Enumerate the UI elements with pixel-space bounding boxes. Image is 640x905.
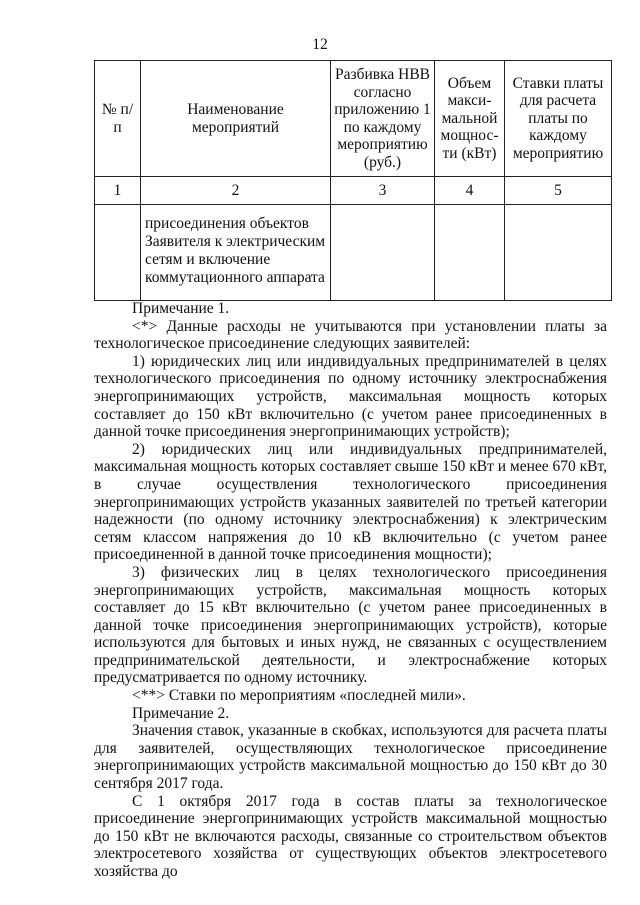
- table-row: [95, 205, 612, 301]
- header-name: Наименование мероприятий: [141, 61, 331, 177]
- note2-text: Значения ставок, указанные в скобках, используются для расчета платы для заявителей, осуществляющих технологическое присоединение энергопринимающих устройств максимальной мощностью до 150 кВт до 30 сентября 2017 года.: [94, 722, 607, 793]
- table-header-row: [95, 61, 612, 177]
- column-number-row: [95, 177, 612, 205]
- column-number: 3: [331, 177, 435, 205]
- notes-section: [94, 300, 607, 881]
- tariff-table: [94, 60, 612, 301]
- page-number: 12: [312, 36, 328, 53]
- row-number-cell: [95, 205, 141, 301]
- note1-item-3: 3) физических лиц в целях технологического присоединения энергопринимающих устройств, максимальная мощность которых составляет до 15 кВт включительно (с учетом ранее присоединенных в данной точке присоединения энергопринимающих устройств), которые используются для бытовых и иных нужд, не связанных с осуществлением предпринимательской деятельности, и электроснабжение которых предусматривается по одному источнику.: [94, 563, 607, 687]
- note1-item-2: 2) юридических лиц или индивидуальных предпринимателей, максимальная мощность которых составляет свыше 150 кВт и менее 670 кВт, в случае осуществления технологического присоединения энергопринимающих устройств указанных заявителей по третьей категории надежности (по одному источнику электроснабжения) к электрическим сетям классом напряжения до 10 кВ включительно (с учетом ранее присоединенной в данной точке присоединения мощности);: [94, 440, 607, 564]
- column-number: 1: [95, 177, 141, 205]
- header-capacity: Объем макси-мальной мощнос-ти (кВт): [435, 61, 505, 177]
- column-number: 5: [505, 177, 612, 205]
- row-rate-cell: [505, 205, 612, 301]
- double-star-note: <**> Ставки по мероприятиям «последней мили».: [132, 687, 466, 705]
- note1-title: Примечание 1.: [132, 300, 230, 317]
- row-name-cell: присоединения объектов Заявителя к электрическим сетям и включение коммутационного аппарата: [141, 205, 331, 301]
- last-paragraph: С 1 октября 2017 года в состав платы за технологическое присоединение энергопринимающих устройств максимальной мощностью до 150 кВт не включаются расходы, связанные со строительством объектов электросетевого хозяйства от существующих объектов электросетевого хозяйства до: [94, 792, 607, 880]
- row-breakdown-cell: [331, 205, 435, 301]
- column-number: 4: [435, 177, 505, 205]
- header-breakdown: Разбивка НВВ согласно приложению 1 по каждому мероприятию (руб.): [331, 61, 435, 177]
- note1-item-1: 1) юридических лиц или индивидуальных предпринимателей в целях технологического присоединения по одному источнику электроснабжения энергопринимающих устройств, максимальная мощность которых составляет до 150 кВт включительно (с учетом ранее присоединенных в данной точке присоединения энергопринимающих устройств);: [94, 352, 607, 441]
- note2-title: Примечание 2.: [132, 704, 230, 722]
- header-number: № п/п: [95, 61, 141, 177]
- column-number: 2: [141, 177, 331, 205]
- row-capacity-cell: [435, 205, 505, 301]
- header-rate: Ставки платы для расчета платы по каждому мероприятию: [505, 61, 612, 177]
- note1-intro: <*> Данные расходы не учитываются при установлении платы за технологическое присоединение следующих заявителей:: [94, 317, 607, 353]
